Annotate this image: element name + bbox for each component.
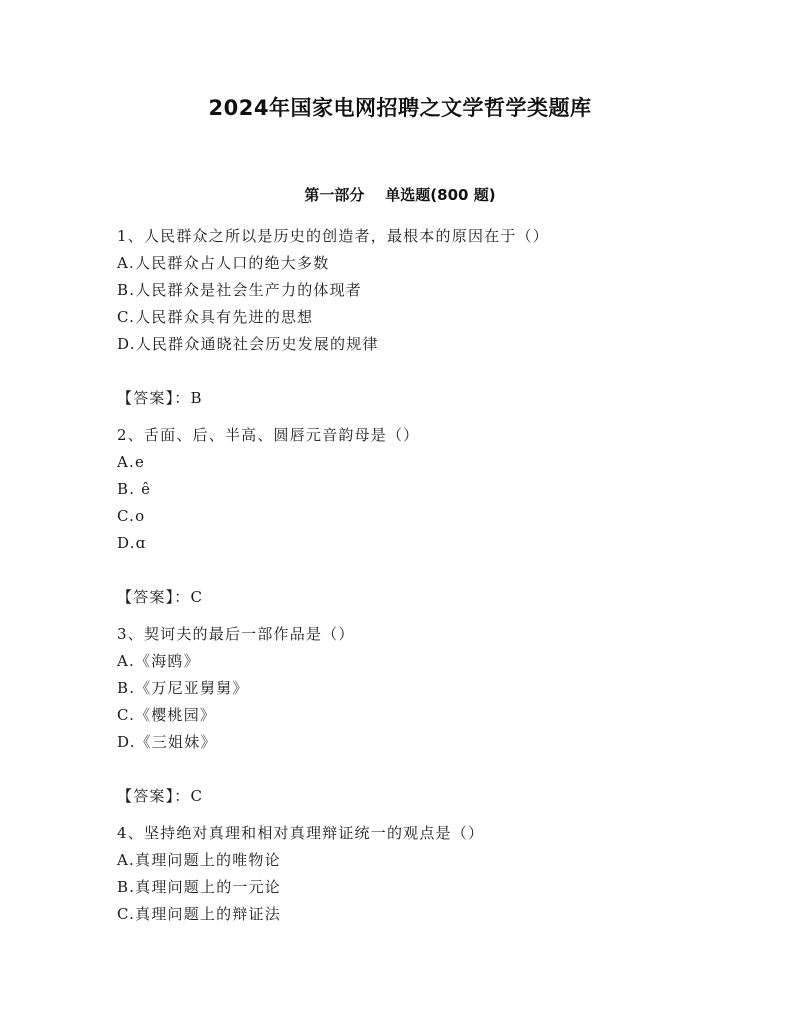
question-list [117, 223, 717, 928]
question-stem: 3、契诃夫的最后一部作品是（） [117, 625, 355, 643]
question-option: C.人民群众具有先进的思想 [117, 308, 314, 326]
question-option: D.《三姐妹》 [117, 733, 217, 751]
question-option: D.人民群众通晓社会历史发展的规律 [117, 335, 379, 353]
question-option: D.ɑ [117, 534, 147, 552]
question-option: C.o [117, 507, 146, 525]
document-title: 2024年国家电网招聘之文学哲学类题库 [208, 96, 592, 120]
question-option: C.《樱桃园》 [117, 706, 217, 724]
question-stem: 2、舌面、后、半高、圆唇元音韵母是（） [117, 426, 420, 444]
question-option: A.真理问题上的唯物论 [117, 851, 281, 869]
question-option: A.《海鸥》 [117, 652, 200, 670]
question-4 [117, 820, 717, 928]
question-stem: 1、人民群众之所以是历史的创造者，最根本的原因在于（） [117, 227, 549, 245]
question-answer: 【答案】：C [117, 588, 204, 606]
question-option: A.e [117, 453, 146, 471]
question-3 [117, 621, 717, 810]
question-2 [117, 422, 717, 611]
question-answer: 【答案】：C [117, 787, 204, 805]
question-option: B. ê [117, 480, 152, 498]
question-option: C.真理问题上的辩证法 [117, 905, 281, 923]
question-option: A.人民群众占人口的绝大多数 [117, 254, 330, 272]
question-option: B.《万尼亚舅舅》 [117, 679, 249, 697]
question-option: B.人民群众是社会生产力的体现者 [117, 281, 362, 299]
question-option: B.真理问题上的一元论 [117, 878, 281, 896]
question-stem: 4、坚持绝对真理和相对真理辩证统一的观点是（） [117, 824, 485, 842]
section-title: 第一部分 单选题(800 题) [304, 186, 496, 204]
question-1 [117, 223, 717, 412]
question-answer: 【答案】：B [117, 389, 203, 407]
